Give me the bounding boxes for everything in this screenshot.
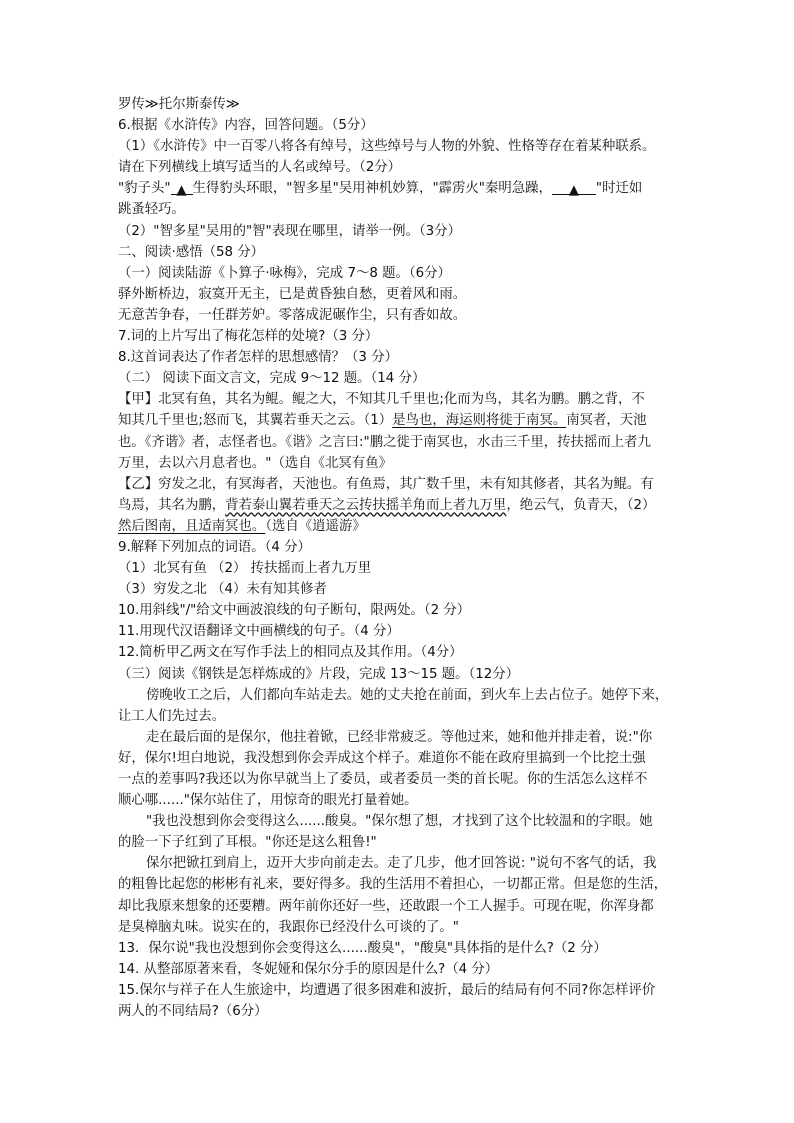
subsection-heading: （二） 阅读下面文言文，完成 9～12 题。（14 分） xyxy=(118,371,426,387)
question-6-heading: 6.根据《水浒传》内容，回答问题。（5分） xyxy=(118,118,374,134)
text-span: 南冥者，天池 xyxy=(566,413,647,429)
answer-blank xyxy=(552,180,596,199)
section-heading: 二、阅读·感悟（58 分） xyxy=(118,244,265,260)
wavy-underlined-sentence: 背若泰山翼若垂天之云抟扶摇羊角而上者九万里 xyxy=(225,497,507,513)
passage-line xyxy=(118,516,680,537)
blank-marker: ▲ xyxy=(568,183,580,199)
text-line: （1）《水浒传》中一百零八将各有绰号，这些绰号与人物的外貌、性格等存在着某种联系。 xyxy=(118,139,656,155)
novel-passage-line: 傍晚收工之后，人们都向车站走去。她的丈夫抢在前面，到火车上去占位子。她停下来， xyxy=(146,687,669,703)
question-15: 两人的不同结局?（6分） xyxy=(118,1004,268,1020)
fill-in-line xyxy=(118,178,680,199)
underlined-sentence: 然后图南，且适南冥也。 xyxy=(118,518,266,534)
question-13: 13．保尔说"我也没想到你会变得这么......酸臭"，"酸臭"具体指的是什么?（2 分） xyxy=(118,940,607,956)
novel-passage-line: 却比我原来想象的还要糟。两年前你还好一些，还敢跟一个工人握手。可现在呢，你浑身都 xyxy=(118,898,654,914)
novel-passage-line: "我也没想到你会变得这么......酸臭。"保尔想了想，才找到了这个比较温和的字眼。她 xyxy=(146,814,653,830)
poem-line: 无意苦争春，一任群芳妒。零落成泥碾作尘，只有香如故。 xyxy=(118,307,467,323)
question-14: 14. 从整部原著来看，冬妮娅和保尔分手的原因是什么?（4 分） xyxy=(118,961,499,977)
question-8: 8.这首词表达了作者怎样的思想感情？（3 分） xyxy=(118,350,398,366)
answer-blank xyxy=(171,180,193,199)
novel-passage-line: 的脸一下子红到了耳根。"你还是这么粗鲁!" xyxy=(118,835,377,851)
question-15: 15.保尔与祥子在人生旅途中，均遭遇了很多困难和波折，最后的结局有何不同?你怎样评价 xyxy=(118,982,656,998)
text-line: （2）"智多星"吴用的"智"表现在哪里，请举一例。（3分） xyxy=(118,223,461,239)
passage-line xyxy=(118,410,680,431)
text-span: 鸟焉，其名为鹏， xyxy=(118,497,226,513)
novel-passage-line: 走在最后面的是保尔，他拄着锨，已经非常疲乏。等他过来，她和他并排走着，说:"你 xyxy=(146,729,653,745)
question-12: 12.简析甲乙两文在写作手法上的相同点及其作用。（4分） xyxy=(118,645,463,661)
text-line: 请在下列横线上填写适当的人名或绰号。（2分） xyxy=(118,160,402,176)
text-span: "豹子头" xyxy=(118,181,171,197)
question-9-items: （1）北冥有鱼 （2） 抟扶摇而上者九万里 xyxy=(118,561,372,577)
underlined-sentence: 是鸟也，海运则将徙于南冥。 xyxy=(392,413,567,429)
novel-passage-line: 是臭樟脑丸味。说实在的，我跟你已经没什么可谈的了。" xyxy=(118,919,459,935)
passage-line: 【乙】穷发之北，有冥海者，天池也。有鱼焉，其广数千里，未有知其修者，其名为鲲。有 xyxy=(118,476,654,492)
text-span: （选自《逍遥游》 xyxy=(265,518,366,534)
question-7: 7.词的上片写出了梅花怎样的处境?（3 分） xyxy=(118,329,379,345)
text-span: "时迁如 xyxy=(595,181,643,197)
subsection-heading: （三）阅读《钢铁是怎样炼成的》片段，完成 13～15 题。（12分） xyxy=(118,666,520,682)
exam-page xyxy=(118,94,680,1022)
passage-line: 【甲】北冥有鱼，其名为鲲。鲲之大，不知其几千里也;化而为鸟，其名为鹏。鹏之背，不 xyxy=(118,392,645,408)
passage-line: 也。《齐谐》者，志怪者也。《谐》之言曰:"鹏之徙于南冥也，水击三千里，抟扶摇而上者九 xyxy=(118,434,651,450)
text-span: ，绝云气，负青天，（2） xyxy=(506,497,656,513)
poem-line: 驿外断桥边，寂寞开无主，已是黄昏独自愁，更着风和雨。 xyxy=(118,286,467,302)
novel-passage-line: 顺心哪......"保尔站住了，用惊奇的眼光打量着她。 xyxy=(118,793,418,809)
passage-line: 万里，去以六月息者也。"（选自《北冥有鱼》 xyxy=(118,455,392,471)
question-9: 9.解释下列加点的词语。（4 分） xyxy=(118,539,311,555)
novel-passage-line: 让工人们先过去。 xyxy=(118,708,226,724)
question-9-items: （3）穷发之北 （4）未有知其修者 xyxy=(118,582,327,598)
blank-marker: ▲ xyxy=(176,183,187,199)
novel-passage-line: 保尔把锨扛到肩上，迈开大步向前走去。走了几步，他才回答说: "说句不客气的话，我 xyxy=(146,856,657,872)
passage-line xyxy=(118,495,680,516)
text-line: 跳蚤轻巧。 xyxy=(118,202,185,218)
novel-passage-line: 的粗鲁比起您的彬彬有礼来，要好得多。我的生活用不着担心，一切都正常。但是您的生活， xyxy=(118,877,668,893)
subsection-heading: （一）阅读陆游《卜算子·咏梅》，完成 7～8 题。（6分） xyxy=(118,265,451,281)
text-span: 知其几千里也;怒而飞，其翼若垂天之云。（1） xyxy=(118,413,393,429)
text-span: 生得豹头环眼，"智多星"吴用神机妙算，"霹雳火"秦明急躁， xyxy=(192,181,552,197)
novel-passage-line: 一点的差事吗?我还以为你早就当上了委员，或者委员一类的首长呢。你的生活怎么这样不 xyxy=(118,772,648,787)
question-11: 11.用现代汉语翻译文中画横线的句子。（4 分） xyxy=(118,624,400,640)
novel-passage-line: 好，保尔!坦白地说，我没想到你会弄成这个样子。难道你不能在政府里搞到一个比挖土强 xyxy=(118,750,646,766)
question-10: 10.用斜线"/"给文中画波浪线的句子断句，限两处。（2 分） xyxy=(118,603,471,619)
text-line: 罗传≫托尔斯泰传≫ xyxy=(118,97,240,112)
